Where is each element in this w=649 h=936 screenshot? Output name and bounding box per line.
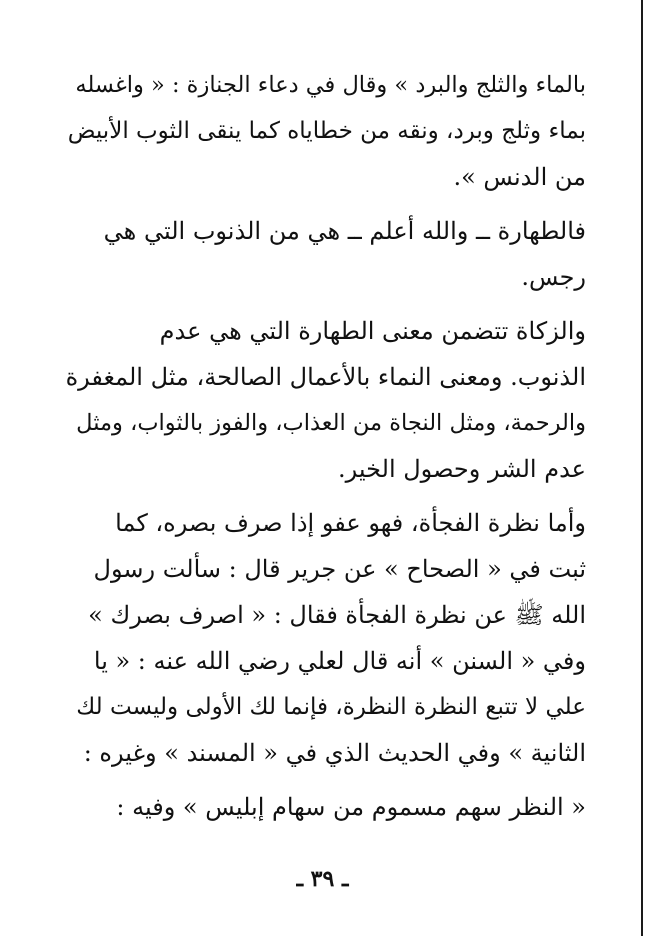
page-number <box>0 866 649 892</box>
text-line: والرحمة، ومثل النجاة من العذاب، والفوز بالثواب، ومثل <box>76 410 586 436</box>
paragraph-3 <box>66 308 586 492</box>
text-line: من الدنس ». <box>453 163 586 191</box>
text-line: « النظر سهم مسموم من سهام إبليس » وفيه : <box>116 793 586 821</box>
paragraph-1 <box>66 62 586 200</box>
paragraph-5 <box>66 784 586 830</box>
text-line: والزكاة تتضمن معنى الطهارة التي هي عدم <box>159 317 586 345</box>
text-line: الثانية » وفي الحديث الذي في « المسند » وغيره : <box>83 739 586 767</box>
page-number-text: ـ ٣٩ ـ <box>296 866 349 892</box>
text-line: رجس. <box>521 263 586 291</box>
text-line: بالماء والثلج والبرد » وقال في دعاء الجنازة : « واغسله <box>75 72 586 98</box>
paragraph-2 <box>66 208 586 300</box>
text-line: عدم الشر وحصول الخير. <box>338 455 586 483</box>
text-line: الذنوب. ومعنى النماء بالأعمال الصالحة، مثل المغفرة <box>65 363 586 391</box>
text-line: بماء وثلج وبرد، ونقه من خطاياه كما ينقى الثوب الأبيض <box>67 118 586 144</box>
text-line: فالطهارة ــ والله أعلم ــ هي من الذنوب التي هي <box>103 217 586 245</box>
text-line: وفي « السنن » أنه قال لعلي رضي الله عنه : « يا <box>93 647 586 675</box>
text-line: الله ﷺ عن نظرة الفجأة فقال : « اصرف بصرك » <box>88 601 586 629</box>
page-edge-rule <box>641 0 643 936</box>
page-body <box>66 62 586 830</box>
paragraph-4 <box>66 500 586 776</box>
text-line: علي لا تتبع النظرة النظرة، فإنما لك الأولى وليست لك <box>76 694 586 720</box>
text-line: وأما نظرة الفجأة، فهو عفو إذا صرف بصره، كما <box>115 509 586 537</box>
text-line: ثبت في « الصحاح » عن جرير قال : سألت رسول <box>93 555 586 583</box>
